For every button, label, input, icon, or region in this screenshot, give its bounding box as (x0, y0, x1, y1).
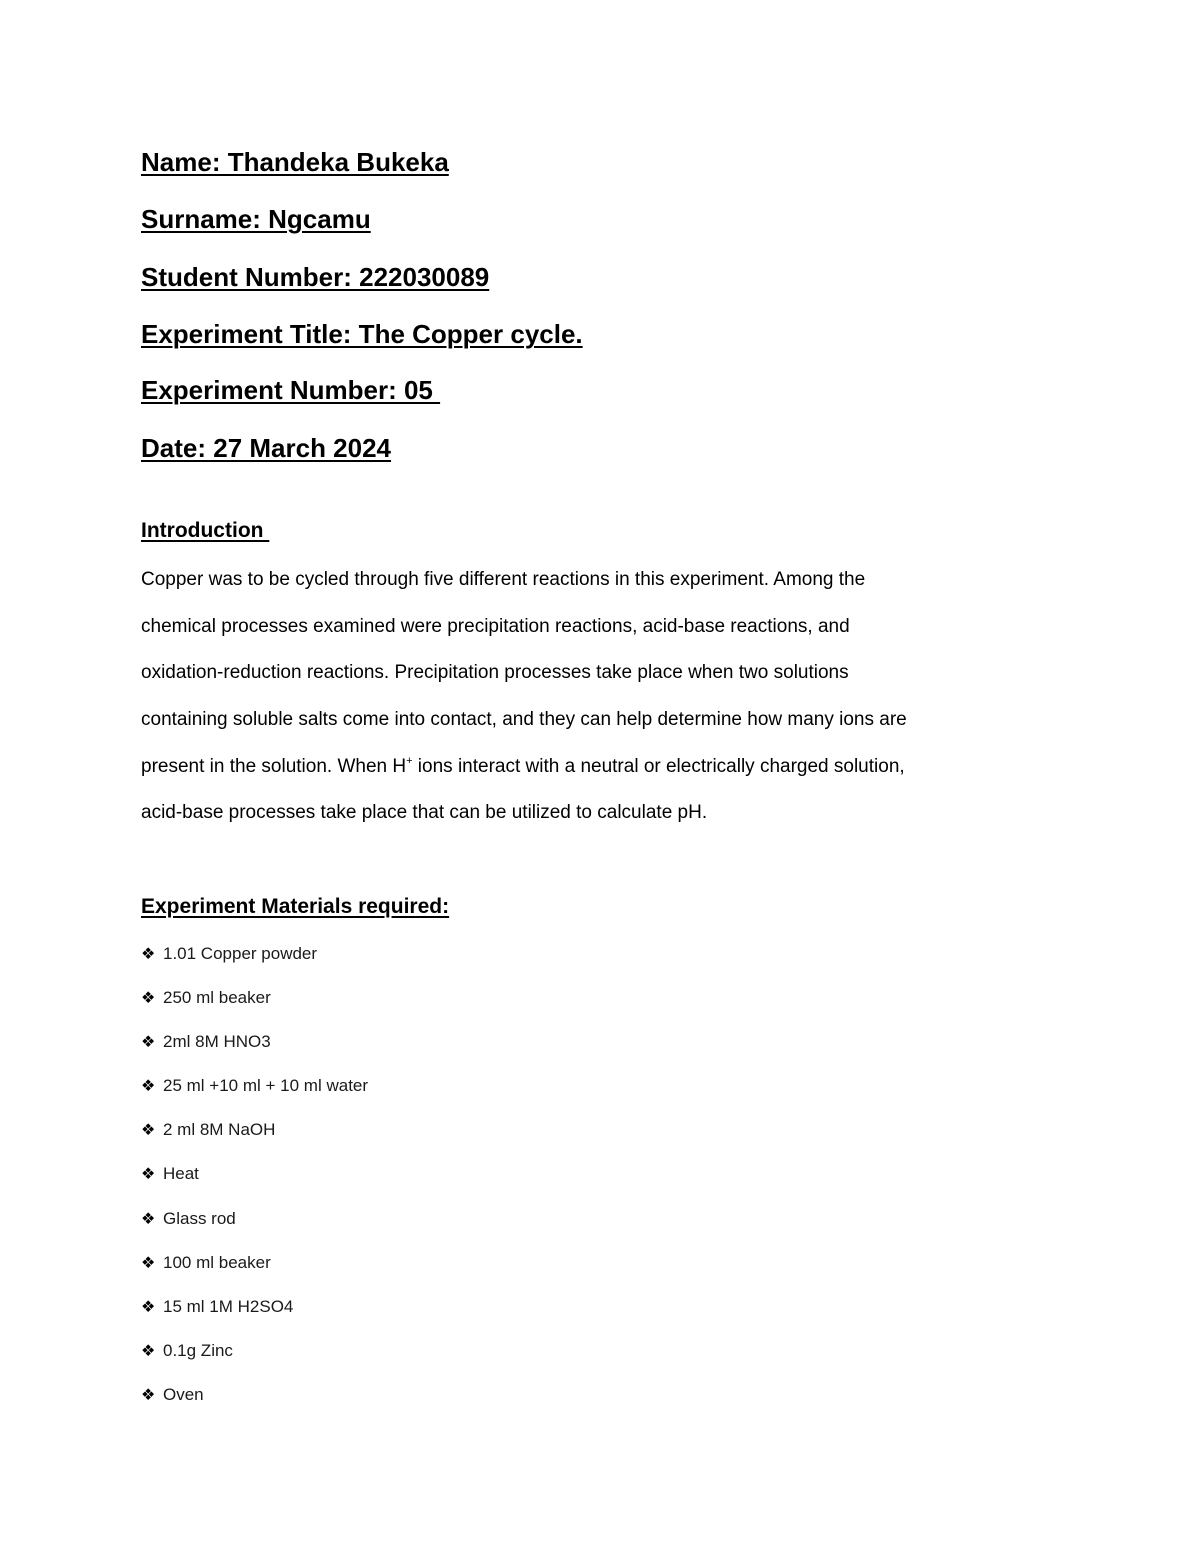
introduction-line (141, 754, 905, 780)
introduction-text: present in the solution. When H (141, 756, 407, 777)
diamond-bullet-icon: ❖ (141, 1252, 156, 1272)
material-item (141, 1382, 368, 1426)
introduction-line: Copper was to be cycled through five different reactions in this experiment. Among the (141, 569, 866, 590)
introduction-text: ions interact with a neutral or electrically charged solution, (412, 756, 905, 777)
material-item (141, 1117, 368, 1161)
student-surname: Surname: Ngcamu (141, 204, 371, 234)
material-item (141, 1206, 368, 1250)
material-item (141, 1250, 368, 1294)
materials-list (141, 941, 368, 1426)
material-item (141, 1338, 368, 1382)
diamond-bullet-icon: ❖ (141, 1076, 156, 1096)
material-label: 0.1g Zinc (163, 1340, 233, 1360)
introduction-line: acid-base processes take place that can be utilized to calculate pH. (141, 802, 708, 823)
material-label: Oven (163, 1384, 204, 1404)
diamond-bullet-icon: ❖ (141, 944, 156, 963)
experiment-number: Experiment Number: 05 (141, 375, 441, 405)
material-item (141, 1161, 368, 1205)
diamond-bullet-icon: ❖ (141, 988, 156, 1008)
superscript-plus: + (406, 755, 413, 767)
material-item (141, 1029, 368, 1073)
materials-heading: Experiment Materials required: (141, 895, 450, 918)
experiment-date: Date: 27 March 2024 (141, 433, 392, 463)
introduction-line: oxidation-reduction reactions. Precipitation processes take place when two solutions (141, 662, 849, 683)
diamond-bullet-icon: ❖ (141, 1384, 156, 1404)
introduction-line: containing soluble salts come into contact, and they can help determine how many ions are (141, 709, 907, 730)
diamond-bullet-icon: ❖ (141, 1296, 156, 1316)
diamond-bullet-icon: ❖ (141, 1120, 156, 1140)
material-item (141, 1294, 368, 1338)
student-number: Student Number: 222030089 (141, 262, 490, 292)
experiment-title: Experiment Title: The Copper cycle. (141, 319, 583, 349)
material-label: 250 ml beaker (163, 988, 271, 1008)
introduction-line: chemical processes examined were precipitation reactions, acid-base reactions, and (141, 616, 850, 637)
material-label: 2ml 8M HNO3 (163, 1032, 271, 1052)
material-item (141, 941, 368, 985)
material-label: 100 ml beaker (163, 1252, 271, 1272)
material-item (141, 985, 368, 1029)
diamond-bullet-icon: ❖ (141, 1340, 156, 1360)
student-name: Name: Thandeka Bukeka (141, 147, 449, 177)
diamond-bullet-icon: ❖ (141, 1208, 156, 1228)
material-label: Heat (163, 1164, 199, 1184)
material-label: 2 ml 8M NaOH (163, 1120, 276, 1140)
introduction-heading: Introduction (141, 519, 270, 542)
material-label: 25 ml +10 ml + 10 ml water (163, 1076, 369, 1096)
material-label: 1.01 Copper powder (163, 944, 318, 963)
diamond-bullet-icon: ❖ (141, 1164, 156, 1184)
material-item (141, 1073, 368, 1117)
material-label: 15 ml 1M H2SO4 (163, 1296, 294, 1316)
diamond-bullet-icon: ❖ (141, 1032, 156, 1052)
material-label: Glass rod (163, 1208, 236, 1228)
